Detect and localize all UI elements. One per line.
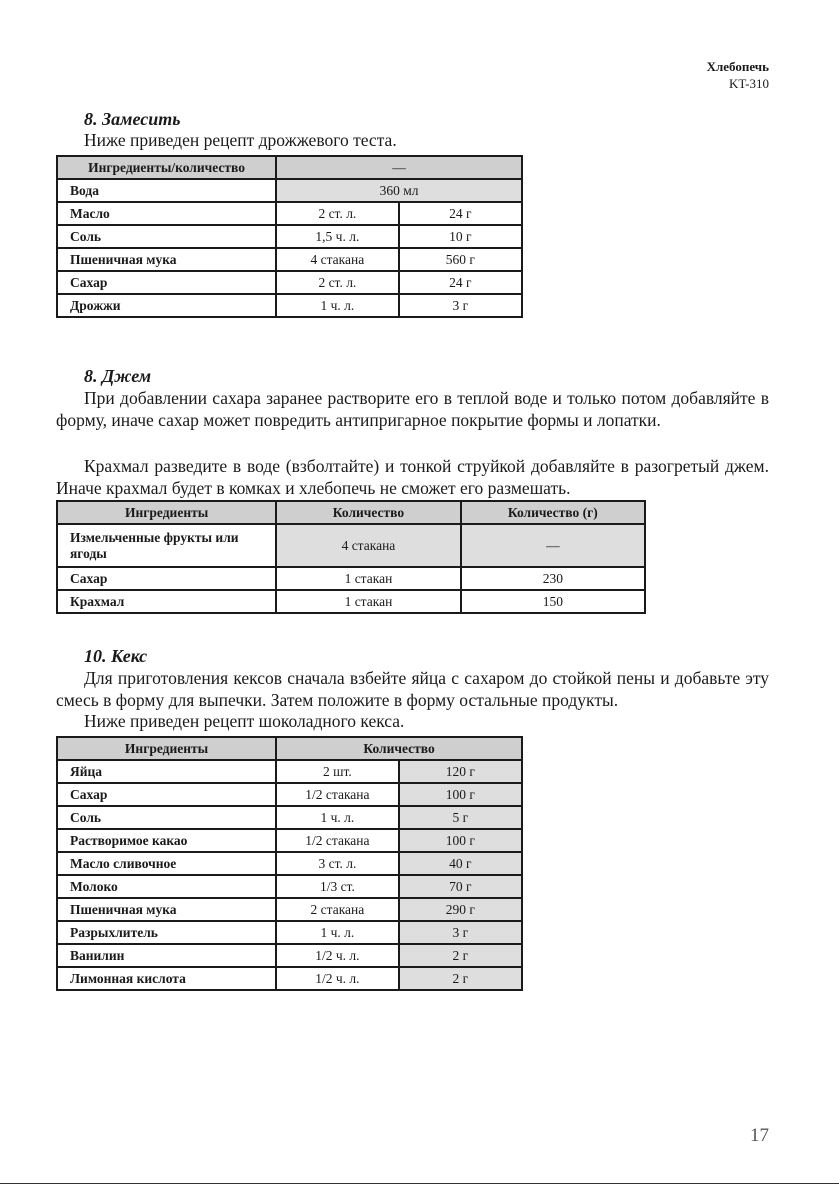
ingredient-name: Разрыхлитель [57, 921, 276, 944]
cake-paragraph-method: Для приготовления кексов сначала взбейте яйца с сахаром до стойкой пены и добавьте эту смесь в форму для выпечки. Затем положите в форму остальные продукты. [56, 668, 769, 710]
table-header-row [57, 501, 645, 524]
ingredient-amount: 2 ст. л. [276, 271, 399, 294]
table-row [57, 567, 645, 590]
jam-paragraph-starch: Крахмал разведите в воде (взболтайте) и тонкой струйкой добавляйте в разогретый джем. Иначе крахмал будет в комках и хлебопечь не сможет его размешать. [56, 456, 769, 498]
model-number: KT-310 [729, 76, 769, 91]
table-header-row [57, 156, 522, 179]
table-row [57, 806, 522, 829]
table-row [57, 179, 522, 202]
ingredient-grams: 2 г [399, 967, 522, 990]
dough-recipe-table [56, 155, 523, 318]
section-title-jam: 8. Джем [84, 366, 152, 386]
ingredient-name: Ванилин [57, 944, 276, 967]
section-intro-knead: Ниже приведен рецепт дрожжевого теста. [84, 130, 397, 150]
ingredient-amount: 2 шт. [276, 760, 399, 783]
table-row [57, 783, 522, 806]
table-row [57, 271, 522, 294]
ingredient-name: Масло сливочное [57, 852, 276, 875]
ingredient-amount: 2 ст. л. [276, 202, 399, 225]
table-row [57, 875, 522, 898]
table-header-cell: Ингредиенты/количество [57, 156, 276, 179]
table-row [57, 829, 522, 852]
ingredient-amount: 1,5 ч. л. [276, 225, 399, 248]
table-row [57, 524, 645, 567]
ingredient-name: Соль [57, 225, 276, 248]
ingredient-grams: 3 г [399, 294, 522, 317]
ingredient-name: Сахар [57, 271, 276, 294]
jam-paragraph-sugar: При добавлении сахара заранее растворите его в теплой воде и только потом добавляйте в форму, иначе сахар может повредить антипригарное покрытие формы и лопатки. [56, 388, 769, 430]
ingredient-amount: 1/2 стакана [276, 783, 399, 806]
ingredient-name: Яйца [57, 760, 276, 783]
ingredient-amount: 1/3 ст. [276, 875, 399, 898]
table-header-cell: Ингредиенты [57, 737, 276, 760]
ingredient-grams: 40 г [399, 852, 522, 875]
ingredient-name: Масло [57, 202, 276, 225]
ingredient-amount: 2 стакана [276, 898, 399, 921]
ingredient-name: Растворимое какао [57, 829, 276, 852]
ingredient-grams: — [461, 524, 645, 567]
cake-recipe-table [56, 736, 523, 991]
ingredient-amount: 360 мл [276, 179, 522, 202]
ingredient-grams: 230 [461, 567, 645, 590]
ingredient-amount: 1/2 стакана [276, 829, 399, 852]
page-number: 17 [750, 1125, 769, 1146]
ingredient-amount: 1 ч. л. [276, 806, 399, 829]
page-header [707, 58, 769, 92]
table-header-cell: Количество [276, 737, 522, 760]
ingredient-grams: 120 г [399, 760, 522, 783]
table-row [57, 852, 522, 875]
table-header-cell: Ингредиенты [57, 501, 276, 524]
ingredient-grams: 3 г [399, 921, 522, 944]
section-title-cake: 10. Кекс [84, 646, 148, 666]
ingredient-name: Пшеничная мука [57, 898, 276, 921]
ingredient-grams: 560 г [399, 248, 522, 271]
ingredient-amount: 1 ч. л. [276, 294, 399, 317]
product-name: Хлебопечь [706, 59, 769, 74]
ingredient-grams: 100 г [399, 829, 522, 852]
ingredient-grams: 290 г [399, 898, 522, 921]
ingredient-amount: 1 стакан [276, 567, 460, 590]
jam-recipe-table [56, 500, 646, 614]
table-row [57, 921, 522, 944]
ingredient-amount: 1/2 ч. л. [276, 967, 399, 990]
table-row [57, 248, 522, 271]
cake-paragraph-intro: Ниже приведен рецепт шоколадного кекса. [84, 711, 405, 731]
ingredient-grams: 5 г [399, 806, 522, 829]
ingredient-amount: 4 стакана [276, 524, 460, 567]
page-bottom-rule [0, 1183, 839, 1184]
table-row [57, 967, 522, 990]
ingredient-name: Соль [57, 806, 276, 829]
table-header-cell: Количество [276, 501, 460, 524]
table-header-cell: — [276, 156, 522, 179]
ingredient-grams: 24 г [399, 202, 522, 225]
ingredient-name: Молоко [57, 875, 276, 898]
ingredient-name: Лимонная кислота [57, 967, 276, 990]
ingredient-name: Крахмал [57, 590, 276, 613]
ingredient-amount: 1/2 ч. л. [276, 944, 399, 967]
table-header-row [57, 737, 522, 760]
table-row [57, 760, 522, 783]
ingredient-name: Сахар [57, 783, 276, 806]
ingredient-name: Пшеничная мука [57, 248, 276, 271]
table-row [57, 202, 522, 225]
table-header-cell: Количество (г) [461, 501, 645, 524]
ingredient-grams: 24 г [399, 271, 522, 294]
ingredient-grams: 150 [461, 590, 645, 613]
table-row [57, 898, 522, 921]
table-row [57, 590, 645, 613]
ingredient-name: Дрожжи [57, 294, 276, 317]
ingredient-amount: 1 стакан [276, 590, 460, 613]
ingredient-grams: 70 г [399, 875, 522, 898]
ingredient-amount: 1 ч. л. [276, 921, 399, 944]
table-row [57, 225, 522, 248]
ingredient-name: Сахар [57, 567, 276, 590]
ingredient-name: Измельченные фрукты или ягоды [57, 524, 276, 567]
ingredient-grams: 10 г [399, 225, 522, 248]
ingredient-name: Вода [57, 179, 276, 202]
ingredient-amount: 4 стакана [276, 248, 399, 271]
ingredient-grams: 2 г [399, 944, 522, 967]
ingredient-grams: 100 г [399, 783, 522, 806]
table-row [57, 944, 522, 967]
table-row [57, 294, 522, 317]
section-title-knead: 8. Замесить [84, 109, 181, 129]
ingredient-amount: 3 ст. л. [276, 852, 399, 875]
